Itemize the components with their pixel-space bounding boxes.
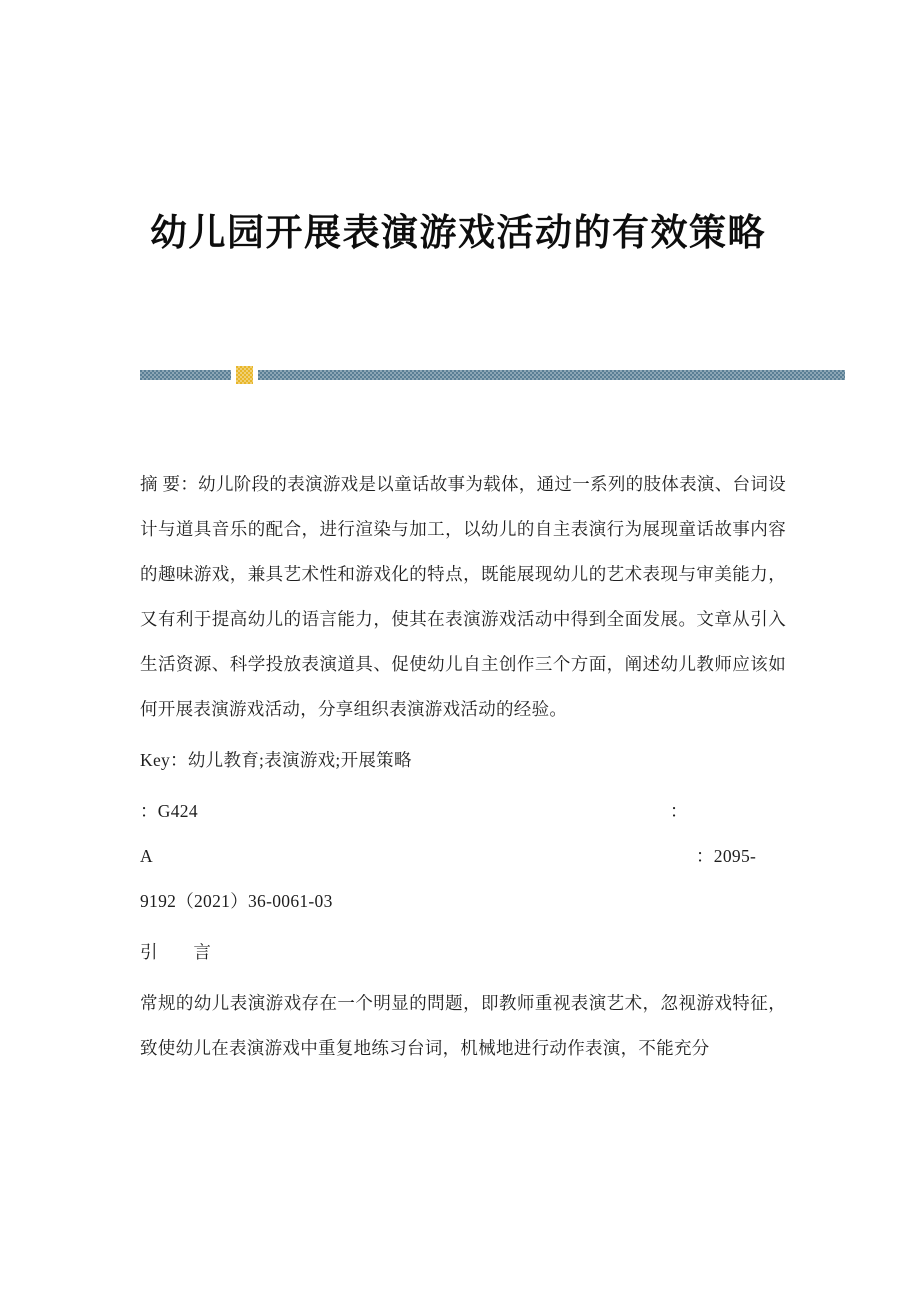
divider-bar-right-segment bbox=[258, 370, 845, 380]
document-body bbox=[140, 462, 786, 1071]
article-id-prefix: ：2095- bbox=[696, 846, 757, 866]
classification-line-1-trailing-colon: ： bbox=[670, 801, 688, 821]
article-id-continuation: 9192（2021）36-0061-03 bbox=[140, 891, 333, 911]
decorative-divider bbox=[140, 370, 845, 380]
introduction-paragraph: 常规的幼儿表演游戏存在一个明显的問题，即教师重视表演艺术，忽视游戏特征，致使幼儿在表演游戏中重复地练习台词，机械地进行动作表演，不能充分 bbox=[140, 993, 786, 1058]
classification-line-1 bbox=[140, 789, 786, 834]
page-title: 幼儿园开展表演游戏活动的有效策略 bbox=[150, 213, 766, 254]
divider-bar-left-segment bbox=[140, 370, 231, 380]
section-heading-introduction: 引 言 bbox=[140, 942, 212, 962]
classification-line-2 bbox=[140, 834, 786, 879]
classification-code: ：G424 bbox=[140, 801, 198, 821]
document-type-code: A bbox=[140, 846, 153, 866]
keywords-line: Key：幼儿教育;表演游戏;开展策略 bbox=[140, 750, 412, 770]
gold-square-ornament-icon bbox=[236, 366, 253, 384]
abstract-paragraph: 摘 要：幼儿阶段的表演游戏是以童话故事为载体，通过一系列的肢体表演、台词设计与道具音乐的配合，进行渲染与加工，以幼儿的自主表演行为展现童话故事内容的趣味游戏，兼具艺术性和游戏化的特点，既能展现幼儿的艺术表现与审美能力，又有利于提高幼儿的语言能力，使其在表演游戏活动中得到全面发展。文章从引入生活资源、科学投放表演道具、促使幼儿自主创作三个方面，阐述幼儿教师应该如何开展表演游戏活动，分享组织表演游戏活动的经验。 bbox=[140, 474, 786, 719]
